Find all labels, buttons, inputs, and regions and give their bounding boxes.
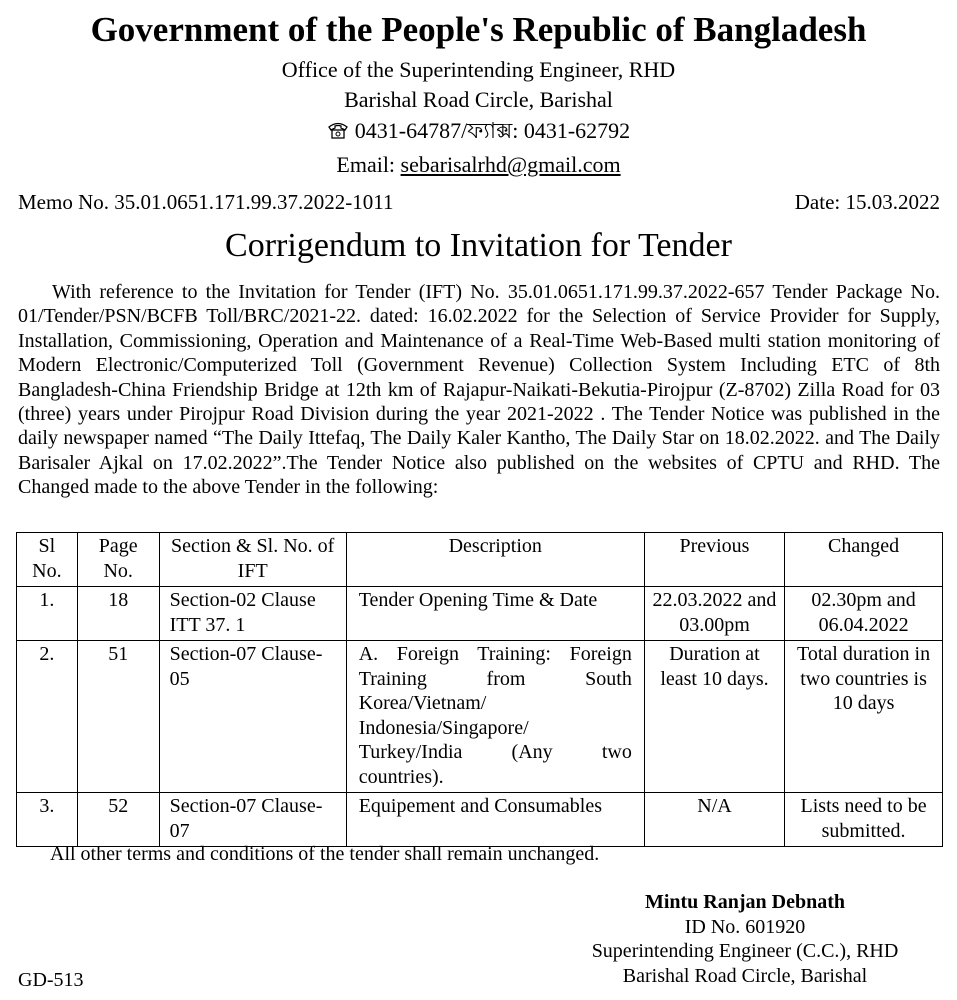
signatory-id: ID No. 601920 (684, 915, 806, 938)
cell-sl: 2. (17, 641, 78, 793)
cell-section: Section-07 Clause-07 (159, 793, 346, 847)
cell-changed: Total duration in two countries is 10 days (785, 641, 943, 793)
cell-changed: Lists need to be submitted. (785, 793, 943, 847)
description-bold-label: A. Foreign Training: (358, 643, 551, 665)
telephone-icon (327, 118, 349, 136)
signatory-office: Barishal Road Circle, Barishal (622, 964, 868, 987)
cell-section: Section-02 Clause ITT 37. 1 (159, 587, 346, 641)
cell-previous: 22.03.2022 and 03.00pm (644, 587, 784, 641)
body-paragraph: With reference to the Invitation for Tender (IFT) No. 35.01.0651.171.99.37.2022-657 Tender Package No. 01/Tender/PSN/BCFB Toll/BRC/2021-22. dated: 16.02.2022 for the Selection of Service Provider for Supply, Installation, Commissioning, Operation and Maintenance of a Real-Time Web-Based multi station monitoring of Modern Electronic/Computerized Toll (Government Revenue) Collection System Including ETC of 8th Bangladesh-China Friendship Bridge at 12th km of Rajapur-Naikati-Bekutia-Pirojpur (Z-8702) Zilla Road for 03 (three) years under Pirojpur Road Division during the year 2021-2022 . The Tender Notice was published in the daily newspaper named “The Daily Ittefaq, The Daily Kaler Kantho, The Daily Star on 18.02.2022. and The Daily Barisaler Ajkal on 17.02.2022”.The Tender Notice also published on the websites of CPTU and RHD. The Changed made to the above Tender in the following: (18, 281, 940, 499)
changes-table (16, 532, 943, 847)
header-page: Page No. (77, 533, 159, 587)
email-line (0, 151, 957, 179)
cell-page: 51 (77, 641, 159, 793)
gd-number: GD-513 (18, 969, 84, 991)
cell-sl: 1. (17, 587, 78, 641)
table-row (17, 587, 943, 641)
cell-previous: N/A (644, 793, 784, 847)
page-title: Government of the People's Republic of Bangladesh (90, 10, 867, 49)
cell-description: Tender Opening Time & Date (346, 587, 644, 641)
footer-note: All other terms and conditions of the tender shall remain unchanged. (50, 843, 600, 865)
phone-line (0, 117, 957, 145)
circle-name: Barishal Road Circle, Barishal (344, 87, 613, 112)
signatory-name: Mintu Ranjan Debnath (644, 891, 846, 913)
description-text: Foreign Training from South Korea/Vietnam/ Indonesia/Singapore/ Turkey/India (Any two countries). (358, 643, 632, 788)
email-link[interactable]: sebarisalrhd@gmail.com (400, 152, 621, 177)
header-section: Section & Sl. No. of IFT (159, 533, 346, 587)
phone-text: 0431-64787/ফ্যাক্স: 0431-62792 (354, 118, 631, 143)
cell-description (346, 641, 644, 793)
header-sl: Sl No. (17, 533, 78, 587)
header-changed: Changed (785, 533, 943, 587)
table-header-row (17, 533, 943, 587)
email-label: Email: (336, 152, 396, 177)
cell-page: 52 (77, 793, 159, 847)
office-name: Office of the Superintending Engineer, RHD (281, 57, 676, 82)
memo-number: Memo No. 35.01.0651.171.99.37.2022-1011 (18, 190, 394, 214)
header-description: Description (346, 533, 644, 587)
signature-block (560, 890, 930, 988)
memo-date: Date: 15.03.2022 (794, 190, 940, 214)
document-heading: Corrigendum to Invitation for Tender (225, 227, 732, 264)
cell-section: Section-07 Clause-05 (159, 641, 346, 793)
cell-page: 18 (77, 587, 159, 641)
table-row (17, 793, 943, 847)
cell-changed: 02.30pm and 06.04.2022 (785, 587, 943, 641)
cell-description: Equipement and Consumables (346, 793, 644, 847)
signatory-designation: Superintending Engineer (C.C.), RHD (591, 940, 899, 962)
cell-sl: 3. (17, 793, 78, 847)
header-previous: Previous (644, 533, 784, 587)
cell-previous: Duration at least 10 days. (644, 641, 784, 793)
table-row (17, 641, 943, 793)
